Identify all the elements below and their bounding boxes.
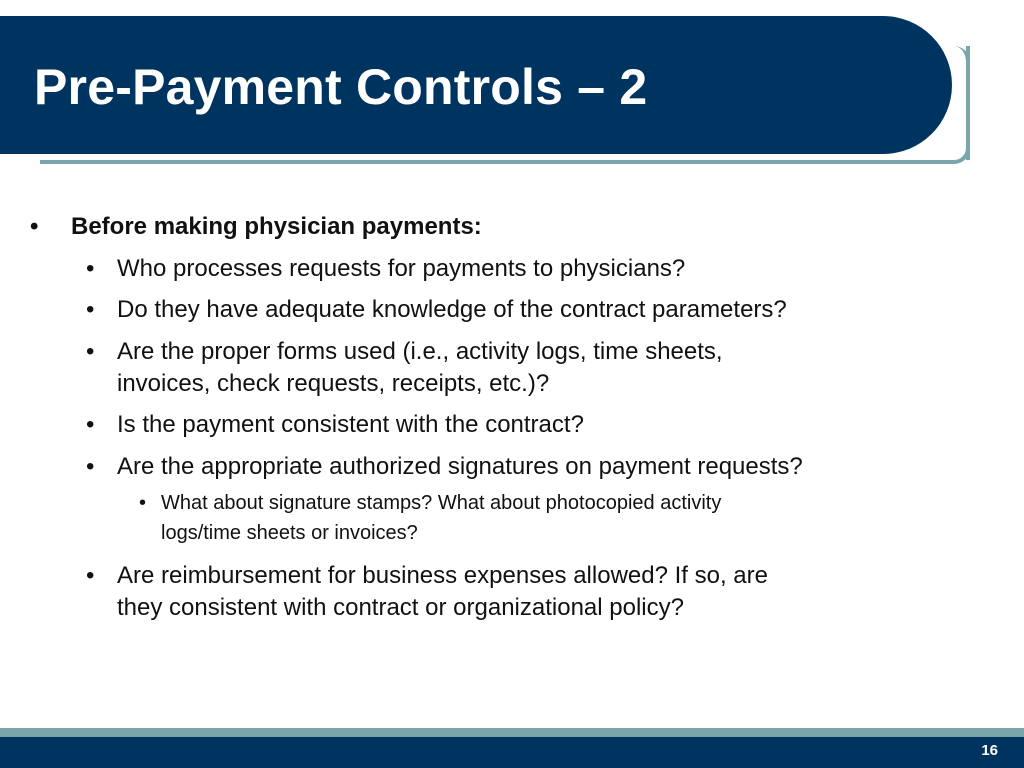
footer-accent-stripe	[0, 728, 1024, 737]
bullet-marker: •	[86, 453, 95, 480]
bullet-marker: •	[86, 255, 95, 282]
bullet-marker: •	[139, 492, 147, 514]
bullet-marker: •	[86, 562, 95, 589]
list-item: Do they have adequate knowledge of the contract parameters?	[117, 296, 787, 323]
list-item: Who processes requests for payments to physicians?	[117, 255, 686, 282]
footer-bar	[0, 737, 1024, 768]
sub-list-item: What about signature stamps? What about photocopied activity	[161, 492, 722, 514]
sub-list-item-continued: logs/time sheets or invoices?	[161, 522, 418, 544]
list-item: Are the proper forms used (i.e., activity logs, time sheets,	[117, 338, 723, 365]
list-item-continued: they consistent with contract or organizational policy?	[117, 594, 684, 621]
bullet-marker: •	[86, 338, 95, 365]
list-item-continued: invoices, check requests, receipts, etc.)?	[117, 370, 550, 397]
list-item: Is the payment consistent with the contract?	[117, 411, 584, 438]
bullet-marker: •	[86, 296, 95, 323]
list-item: Are the appropriate authorized signatures on payment requests?	[117, 453, 803, 480]
page-number: 16	[981, 742, 998, 759]
slide-title: Pre-Payment Controls – 2	[34, 59, 648, 115]
list-item: Are reimbursement for business expenses allowed? If so, are	[117, 562, 768, 589]
bullet-marker: •	[86, 411, 95, 438]
bullet-marker: •	[30, 213, 39, 240]
main-bullet-text: Before making physician payments:	[71, 213, 482, 240]
